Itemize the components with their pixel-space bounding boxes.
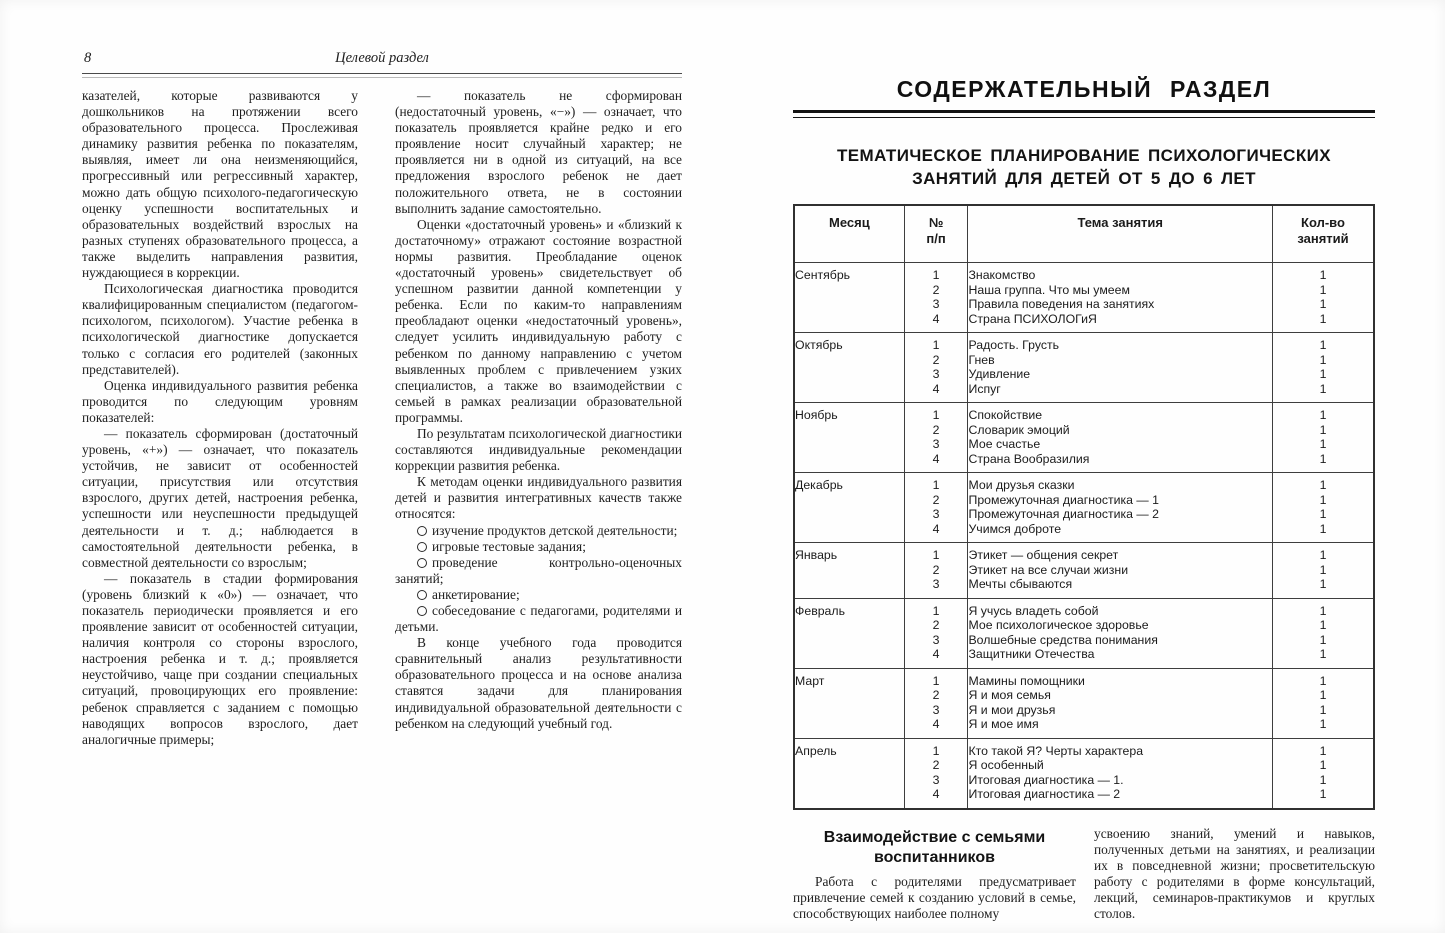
- count-item-cell: [1272, 543, 1374, 599]
- count-item: 1: [1319, 603, 1327, 618]
- family-col1-text: Работа с родителями предусматривает привлечение семей к созданию условий в семье, способствующих наиболее полному: [793, 873, 1076, 921]
- page-subtitle: [793, 144, 1375, 190]
- circle-bullet-icon: [417, 542, 427, 552]
- count-item-cell: [1272, 333, 1374, 403]
- item-number: 3: [932, 577, 940, 591]
- table-row: [794, 668, 1374, 738]
- count-item-cell: [1272, 473, 1374, 543]
- item-number: 4: [932, 451, 940, 466]
- topic-item: Мечты сбываются: [968, 577, 1073, 591]
- count-item: 1: [1319, 772, 1327, 787]
- topic-item: Спокойствие: [968, 408, 1043, 422]
- month-cell: Март: [794, 668, 904, 738]
- count-item: 1: [1319, 618, 1327, 632]
- column-header-line: занятий: [1297, 231, 1349, 246]
- item-number: 1: [932, 743, 940, 758]
- left-page-header: [82, 50, 682, 70]
- count-item-cell: [1272, 598, 1374, 668]
- text-column-1: [82, 88, 358, 748]
- count-item: 1: [1319, 743, 1327, 758]
- paragraph: — показатель в стадии формирования (уровень близкий к «0») — означает, что показатель периодически проявляется и его проявление зависит от особенностей ситуации, наличия контроля со стороны взрослого, настроения ребенка и т. д.; проявляется неустойчиво, чаще при создании специальных ситуаций, провоцирующих его проявление: ребенок справляется с заданием с помощью наводящих вопросов взрослого, дает аналогичные примеры;: [82, 570, 358, 747]
- table-row: [794, 473, 1374, 543]
- paragraph: Психологическая диагностика проводится квалифицированным специалистом (педагогом-психологом, психологом). Участие ребенка в психологической диагностике допускается только с согласия его родителей (законных представителей).: [82, 281, 358, 377]
- column-header-line: Тема занятия: [1077, 215, 1163, 230]
- topic-item: Кто такой Я? Черты характера: [968, 743, 1144, 758]
- item-number: 2: [932, 492, 940, 507]
- topic-item: Мое счастье: [968, 437, 1041, 451]
- table-row: [794, 598, 1374, 668]
- item-number: 3: [932, 772, 940, 787]
- item-number: 3: [932, 367, 940, 381]
- column-header-line: №: [928, 215, 944, 230]
- topic-item: Я и мои друзья: [968, 702, 1056, 717]
- topic-item: Защитники Отечества: [968, 647, 1095, 661]
- month-cell: Ноябрь: [794, 403, 904, 473]
- header-rule: [82, 73, 682, 78]
- item-number: 4: [932, 787, 940, 801]
- month-cell: Апрель: [794, 738, 904, 809]
- topic-item-cell: [968, 333, 1273, 403]
- item-number: 2: [932, 758, 940, 772]
- count-item-cell: [1272, 668, 1374, 738]
- topic-item: Мои друзья сказки: [968, 478, 1075, 492]
- item-number: 4: [932, 521, 940, 536]
- planning-table: [793, 204, 1375, 810]
- count-item: 1: [1319, 352, 1327, 367]
- topic-item: Волшебные средства понимания: [968, 632, 1158, 647]
- table-row: [794, 543, 1374, 599]
- item-number: 4: [932, 311, 940, 326]
- count-item: 1: [1319, 367, 1327, 381]
- paragraph: — показатель не сформирован (недостаточный уровень, «−») — означает, что показатель проявляется крайне редко и его проявление носит случайный характер; не проявляется ни в одной из ситуаций, на все предложения взрослого ребенок не дает положительного ответа, не в состоянии выполнить задание самостоятельно.: [395, 88, 682, 216]
- count-item: 1: [1319, 311, 1327, 326]
- item-number: 4: [932, 381, 940, 396]
- item-number: 2: [932, 562, 940, 577]
- count-item: 1: [1319, 758, 1327, 772]
- column-header: [1272, 205, 1374, 263]
- item-number: 1: [932, 548, 940, 562]
- count-item: 1: [1319, 492, 1327, 507]
- item-number-cell: [904, 738, 968, 809]
- topic-item: Испуг: [968, 381, 1001, 396]
- family-column-2: [1094, 826, 1375, 923]
- month-cell: Январь: [794, 543, 904, 599]
- subtitle-line: ЗАНЯТИЙ ДЛЯ ДЕТЕЙ ОТ 5 ДО 6 ЛЕТ: [912, 169, 1256, 188]
- topic-item: Этикет на все случаи жизни: [968, 562, 1129, 577]
- month-cell: Декабрь: [794, 473, 904, 543]
- bullet-item: игровые тестовые задания;: [395, 539, 682, 555]
- topic-item: Я учусь владеть собой: [968, 603, 1099, 618]
- topic-item: Правила поведения на занятиях: [968, 297, 1155, 311]
- count-item: 1: [1319, 437, 1327, 451]
- count-item: 1: [1319, 787, 1327, 801]
- paragraph: — показатель сформирован (достаточный уровень, «+») — означает, что показатель устойчив, не зависит от особенностей ситуации, присутствия или отсутствия взрослого, других детей, настроения ребенка, успешности или неуспешности предыдущей деятельности и т. д.; наблюдается в самостоятельной деятельности ребенка, в совместной деятельности со взрослым;: [82, 425, 358, 570]
- family-column-1: [793, 826, 1076, 923]
- item-number: 2: [932, 688, 940, 702]
- topic-item: Промежуточная диагностика — 1: [968, 492, 1159, 507]
- count-item: 1: [1319, 632, 1327, 647]
- topic-item: Учимся доброте: [968, 521, 1062, 536]
- right-page: [793, 76, 1375, 922]
- item-number-cell: [904, 263, 968, 333]
- count-item: 1: [1319, 673, 1327, 688]
- bullet-item: изучение продуктов детской деятельности;: [395, 523, 682, 539]
- subtitle-line: ТЕМАТИЧЕСКОЕ ПЛАНИРОВАНИЕ ПСИХОЛОГИЧЕСКИХ: [837, 146, 1331, 165]
- count-item: 1: [1319, 297, 1327, 311]
- topic-item: Радость. Грусть: [968, 338, 1060, 352]
- item-number: 4: [932, 647, 940, 661]
- month-cell: Сентябрь: [794, 263, 904, 333]
- topic-item: Мое психологическое здоровье: [968, 618, 1149, 632]
- topic-item: Я и моя семья: [968, 688, 1051, 702]
- left-page: [82, 50, 682, 748]
- count-item: 1: [1319, 562, 1327, 577]
- item-number: 3: [932, 437, 940, 451]
- topic-item-cell: [968, 738, 1273, 809]
- topic-item: Я особенный: [968, 758, 1044, 772]
- item-number-cell: [904, 333, 968, 403]
- item-number: 1: [932, 673, 940, 688]
- paragraph: казателей, которые развиваются у дошкольников на протяжении всего образовательного процесса. Прослеживая динамику развития ребенка по показателям, выявляя, имеет ли она неизменяющийся, прогрессивный или регрессивный характер, можно дать общую психолого-педагогическую оценку успешности воспитательных и образовательных воздействий взрослых на разных ступенях образовательного процесса, а также выделить направления развития, нуждающиеся в коррекции.: [82, 88, 358, 281]
- paragraph: Оценки «достаточный уровень» и «близкий к достаточному» отражают состояние возрастной нормы развития. Преобладание оценок «достаточный уровень» свидетельствует об успешном развитии данной компетенции у ребенка. Если по каким-то направлениям преобладают оценки «недостаточный уровень», следует усилить индивидуальную работу с ребенком по данному направлению с учетом выявленных проблем с привлечением узких специалистов, а также во взаимодействии с семьей в рамках реализации образовательной программы.: [395, 216, 682, 425]
- circle-bullet-icon: [417, 606, 427, 616]
- circle-bullet-icon: [417, 558, 427, 568]
- title-double-rule: [793, 110, 1375, 118]
- item-number: 2: [932, 618, 940, 632]
- table-row: [794, 333, 1374, 403]
- running-head: Целевой раздел: [335, 50, 429, 66]
- count-item-cell: [1272, 263, 1374, 333]
- table-row: [794, 738, 1374, 809]
- item-number-cell: [904, 668, 968, 738]
- count-item-cell: [1272, 738, 1374, 809]
- bullet-item: анкетирование;: [395, 587, 682, 603]
- item-number: 1: [932, 603, 940, 618]
- topic-item: Наша группа. Что мы умеем: [968, 282, 1130, 297]
- topic-item: Мамины помощники: [968, 673, 1085, 688]
- table-row: [794, 403, 1374, 473]
- item-number: 3: [932, 702, 940, 717]
- column-header-line: Месяц: [828, 215, 870, 230]
- month-cell: Октябрь: [794, 333, 904, 403]
- topic-item-cell: [968, 403, 1273, 473]
- count-item: 1: [1319, 717, 1327, 731]
- count-item: 1: [1319, 338, 1327, 352]
- topic-item-cell: [968, 543, 1273, 599]
- topic-item: Знакомство: [968, 268, 1036, 282]
- topic-item: Я и мое имя: [968, 717, 1039, 731]
- item-number-cell: [904, 403, 968, 473]
- family-heading: Взаимодействие с семьями воспитанников: [823, 828, 1046, 866]
- circle-bullet-icon: [417, 590, 427, 600]
- count-item: 1: [1319, 408, 1327, 422]
- topic-item: Страна ПСИХОЛОГиЯ: [968, 311, 1097, 326]
- item-number-cell: [904, 598, 968, 668]
- item-number: 1: [932, 338, 940, 352]
- item-number-cell: [904, 473, 968, 543]
- count-item: 1: [1319, 688, 1327, 702]
- count-item: 1: [1319, 282, 1327, 297]
- page-number: 8: [84, 50, 92, 66]
- item-number: 2: [932, 352, 940, 367]
- bullet-item: проведение контрольно-оценочных занятий;: [395, 554, 682, 586]
- count-item-cell: [1272, 403, 1374, 473]
- paragraph: К методам оценки индивидуального развития детей и развития интегративных качеств также относятся:: [395, 474, 682, 522]
- item-number: 2: [932, 422, 940, 437]
- count-item: 1: [1319, 521, 1327, 536]
- item-number: 2: [932, 282, 940, 297]
- month-cell: Февраль: [794, 598, 904, 668]
- family-section: [793, 826, 1375, 923]
- paragraph: В конце учебного года проводится сравнительный анализ результативности образовательного процесса и на основе анализа ставятся задачи для планирования индивидуальной образовательной деятельности с ребенком на следующий учебный год.: [395, 635, 682, 731]
- topic-item-cell: [968, 473, 1273, 543]
- column-header: [968, 205, 1273, 263]
- topic-item: Этикет — общения секрет: [968, 548, 1119, 562]
- count-item: 1: [1319, 647, 1327, 661]
- topic-item-cell: [968, 598, 1273, 668]
- item-number: 3: [932, 507, 940, 521]
- count-item: 1: [1319, 548, 1327, 562]
- topic-item-cell: [968, 668, 1273, 738]
- paragraph: По результатам психологической диагностики составляются индивидуальные рекомендации коррекции развития ребенка.: [395, 425, 682, 474]
- paragraph: Оценка индивидуального развития ребенка проводится по следующим уровням показателей:: [82, 377, 358, 425]
- count-item: 1: [1319, 422, 1327, 437]
- table-row: [794, 263, 1374, 333]
- topic-item: Итоговая диагностика — 1.: [968, 772, 1124, 787]
- count-item: 1: [1319, 577, 1327, 591]
- column-header: [904, 205, 968, 263]
- item-number: 3: [932, 297, 940, 311]
- item-number-cell: [904, 543, 968, 599]
- topic-item: Словарик эмоций: [968, 422, 1070, 437]
- circle-bullet-icon: [417, 526, 427, 536]
- count-item: 1: [1319, 268, 1327, 282]
- item-number: 4: [932, 717, 940, 731]
- item-number: 1: [932, 408, 940, 422]
- column-header: [794, 205, 904, 263]
- bullet-item: собеседование с педагогами, родителями и детьми.: [395, 603, 682, 635]
- left-page-body: [82, 88, 682, 748]
- count-item: 1: [1319, 381, 1327, 396]
- topic-item: Гнев: [968, 352, 995, 367]
- topic-item-cell: [968, 263, 1273, 333]
- count-item: 1: [1319, 451, 1327, 466]
- column-header-line: п/п: [926, 231, 946, 246]
- count-item: 1: [1319, 478, 1327, 492]
- family-col2-text: усвоению знаний, умений и навыков, полученных детьми на занятиях, и реализации их в повседневной жизни; просветительскую работу с родителями в форме консультаций, лекций, семинаров-практикумов и круглых столов.: [1094, 825, 1375, 921]
- item-number: 1: [932, 478, 940, 492]
- count-item: 1: [1319, 702, 1327, 717]
- topic-item: Страна Вообразилия: [968, 451, 1090, 466]
- item-number: 3: [932, 632, 940, 647]
- table-header-row: [794, 205, 1374, 263]
- column-header-line: Кол-во: [1301, 215, 1345, 230]
- text-column-2: [395, 88, 682, 748]
- section-title: СОДЕРЖАТЕЛЬНЫЙ РАЗДЕЛ: [896, 76, 1272, 102]
- item-number: 1: [932, 268, 940, 282]
- count-item: 1: [1319, 507, 1327, 521]
- topic-item: Удивление: [968, 367, 1031, 381]
- topic-item: Итоговая диагностика — 2: [968, 787, 1121, 801]
- topic-item: Промежуточная диагностика — 2: [968, 507, 1159, 521]
